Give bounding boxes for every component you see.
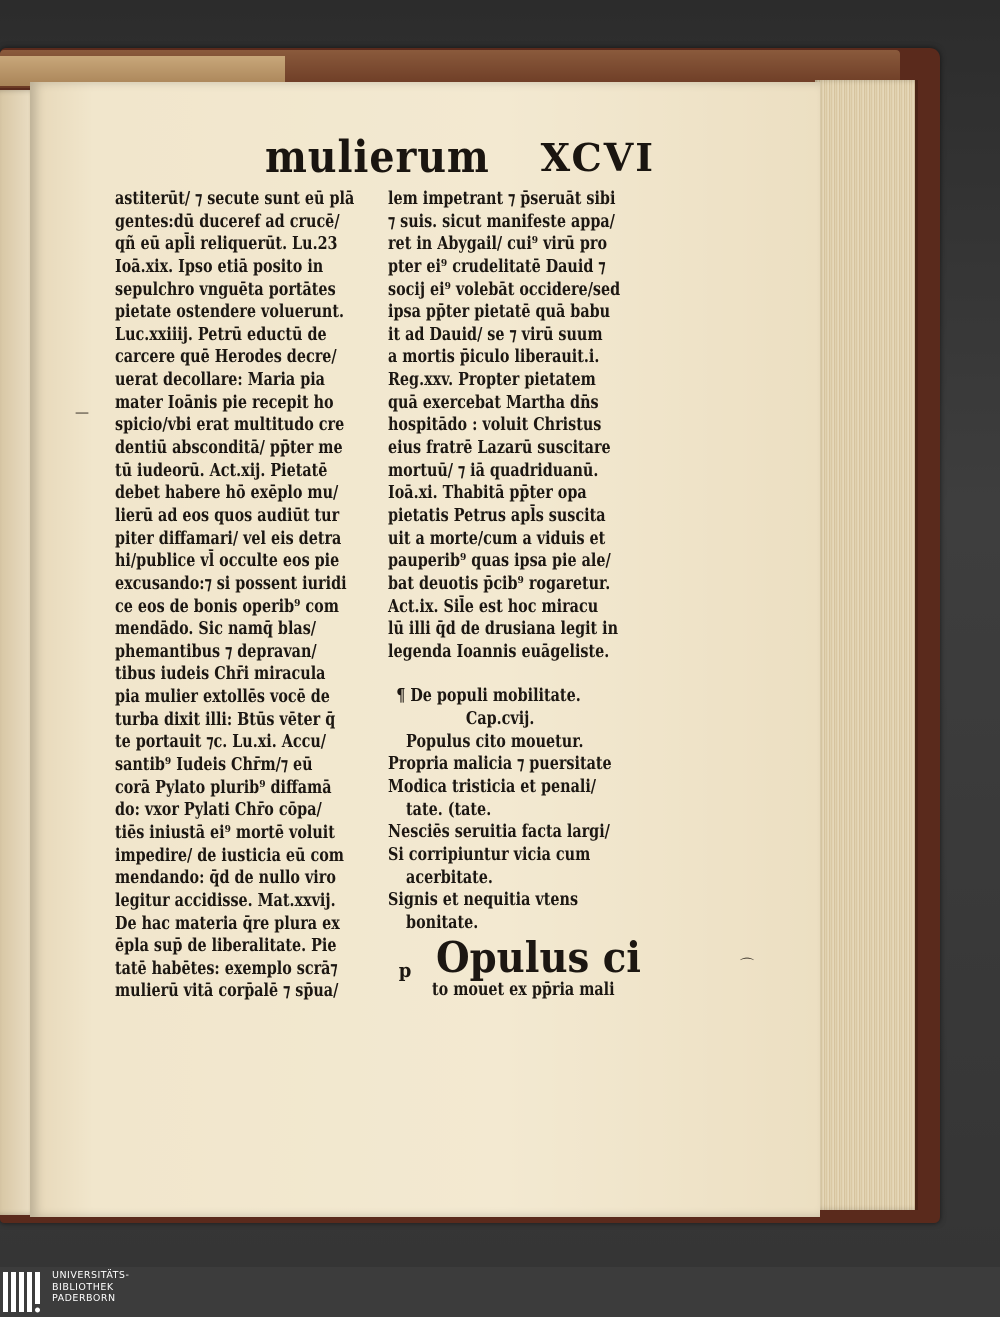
text-line: santib⁹ Iudeis Chr̄m/⁊ eū bbox=[115, 755, 313, 776]
text-line: it ad Dauid/ se ⁊ virū suum bbox=[388, 324, 603, 345]
text-line: hi/publice vl̄ occulte eos pie bbox=[115, 551, 340, 572]
text-line: sepulchro vnguēta portātes bbox=[115, 279, 336, 300]
text-line: lierū ad eos quos audiūt tur bbox=[115, 505, 340, 526]
text-line: do: vxor Pylati Chr̄o cōpa/ bbox=[115, 800, 322, 821]
text-line: astiterūt/ ⁊ secute sunt eū plā bbox=[115, 189, 355, 209]
chapter-verses bbox=[388, 731, 650, 935]
text-line: a mortis p̄iculo liberauit.i. bbox=[388, 347, 600, 368]
text-line: turba dixit illi: Btūs vēter q̄ bbox=[115, 709, 336, 730]
text-line: legenda Ioannis euāgeliste. bbox=[388, 641, 610, 662]
chapter-number: Cap.cvij. bbox=[465, 709, 535, 730]
left-text-column bbox=[115, 188, 375, 1003]
display-initial-word: Opulus ci bbox=[436, 932, 641, 982]
verse-line: Signis et nequitia vtens bbox=[388, 890, 579, 911]
library-name bbox=[52, 1270, 129, 1305]
text-line: ēpla sup̄ de liberalitate. Pie bbox=[115, 936, 337, 957]
text-line: corā Pylato plurib⁹ diffamā bbox=[115, 777, 332, 798]
footer-bar bbox=[0, 1267, 1000, 1317]
text-line: pauperib⁹ quas ipsa pie ale/ bbox=[388, 551, 611, 572]
text-line: tū iudeorū. Act.xij. Pietatē bbox=[115, 460, 328, 481]
text-line: uit a morte/cum a viduis et bbox=[388, 528, 606, 549]
running-head bbox=[265, 128, 655, 188]
text-line: ret in Abygail/ cui⁹ virū pro bbox=[388, 234, 608, 255]
text-line: phemantibus ⁊ depravan/ bbox=[115, 641, 317, 662]
text-line: mortuū/ ⁊ iā quadriduanū. bbox=[388, 460, 599, 481]
text-line: ⁊ suis. sicut manifeste appa/ bbox=[388, 211, 615, 232]
text-line: Act.ix. Sil̄e est hoc miracu bbox=[388, 596, 599, 617]
page-edges-stack bbox=[815, 80, 918, 1210]
initial-guide-letter: p bbox=[398, 957, 412, 982]
text-line: mater Ioānis pie recepit ho bbox=[115, 392, 334, 413]
text-line: lū illi q̄d de drusiana legit in bbox=[388, 619, 619, 640]
text-line: lem impetrant ⁊ p̄seruāt sibi bbox=[388, 189, 616, 209]
text-line: excusando:⁊ si possent iuridi bbox=[115, 573, 347, 594]
text-after-initial: to mouet ex pp̄ria mali bbox=[432, 979, 615, 1000]
chapter-heading: ¶ De populi mobilitate. bbox=[396, 686, 581, 707]
library-name-line: BIBLIOTHEK bbox=[52, 1281, 114, 1293]
text-line: legitur accidisse. Mat.xxvij. bbox=[115, 890, 336, 911]
right-text-column bbox=[388, 188, 650, 1005]
text-line: mulierū vitā corp̄alē ⁊ sp̄ua/ bbox=[115, 981, 339, 1002]
verse-line: Nesciēs seruitia facta largi/ bbox=[388, 822, 610, 843]
text-line: eius fratrē Lazarū suscitare bbox=[388, 438, 611, 459]
verse-line: acerbitate. bbox=[406, 867, 493, 888]
text-line: ipsa pp̄ter pietatē quā babu bbox=[388, 302, 611, 323]
text-line: pia mulier extollēs vocē de bbox=[115, 687, 330, 708]
text-line: De hac materia q̄re plura ex bbox=[115, 913, 340, 934]
text-line: socij ei⁹ volebāt occidere/sed bbox=[388, 279, 621, 300]
margin-mark: — bbox=[75, 405, 89, 421]
text-line: ce eos de bonis operib⁹ com bbox=[115, 596, 339, 617]
verse-line: bonitate. bbox=[406, 912, 479, 933]
text-line: tatē habētes: exemplo scrā⁊ bbox=[115, 958, 338, 979]
text-line: debet habere hō exēplo mu/ bbox=[115, 483, 339, 504]
text-line: gentes:dū duceref ad crucē/ bbox=[115, 211, 340, 232]
text-line: pietatis Petrus apl̄s suscita bbox=[388, 505, 606, 526]
text-line: te portauit ⁊c. Lu.xi. Accu/ bbox=[115, 732, 327, 753]
text-line: pter ei⁹ crudelitatē Dauid ⁊ bbox=[388, 256, 606, 277]
text-line: impedire/ de iusticia eū com bbox=[115, 845, 344, 866]
text-line: spicio/vbi erat multitudo cre bbox=[115, 415, 345, 436]
text-line: pietate ostendere voluerunt. bbox=[115, 302, 344, 323]
text-line: hospitādo : voluit Christus bbox=[388, 415, 602, 436]
verse-line: Propria malicia ⁊ puersitate bbox=[388, 754, 612, 775]
text-line: tibus iudeis Chr̄i miracula bbox=[115, 664, 326, 685]
library-name-line: UNIVERSITÄTS- bbox=[52, 1270, 130, 1281]
initial-block bbox=[388, 932, 650, 1005]
folio-number: XCVI bbox=[540, 135, 655, 180]
library-logo-icon bbox=[2, 1270, 46, 1314]
right-column-lines bbox=[388, 188, 650, 663]
text-line: qñ eū apl̄i reliquerūt. Lu.23 bbox=[115, 234, 338, 255]
text-line: piter diffamari/ vel eis detra bbox=[115, 528, 342, 549]
text-line: mendando: q̄d de nullo viro bbox=[115, 868, 336, 889]
margin-mark: ⌒ bbox=[740, 958, 754, 974]
verse-line: Si corripiuntur vicia cum bbox=[388, 844, 591, 865]
text-line: bat deuotis p̄cib⁹ rogaretur. bbox=[388, 573, 611, 594]
text-line: carcere quē Herodes decre/ bbox=[115, 347, 337, 368]
text-line: Luc.xxiiij. Petrū eductū de bbox=[115, 324, 327, 345]
text-line: Ioā.xi. Thabitā pp̄ter opa bbox=[388, 483, 587, 504]
verse-line: Populus cito mouetur. bbox=[406, 731, 584, 752]
running-head-word: mulierum bbox=[265, 132, 490, 183]
library-name-line: PADERBORN bbox=[52, 1293, 116, 1304]
text-line: quā exercebat Martha dn̄s bbox=[388, 392, 599, 413]
text-line: uerat decollare: Maria pia bbox=[115, 370, 325, 391]
verse-line: Modica tristicia et penali/ bbox=[388, 777, 597, 798]
text-line: Reg.xxv. Propter pietatem bbox=[388, 370, 596, 391]
text-line: Ioā.xix. Ipso etiā posito in bbox=[115, 256, 324, 277]
text-line: dentiū absconditā/ pp̄ter me bbox=[115, 438, 343, 459]
verse-line: tate. (tate. bbox=[406, 799, 492, 820]
text-line: tiēs iniustā ei⁹ mortē voluit bbox=[115, 822, 335, 843]
text-line: mendādo. Sic namq̄ blas/ bbox=[115, 619, 317, 640]
